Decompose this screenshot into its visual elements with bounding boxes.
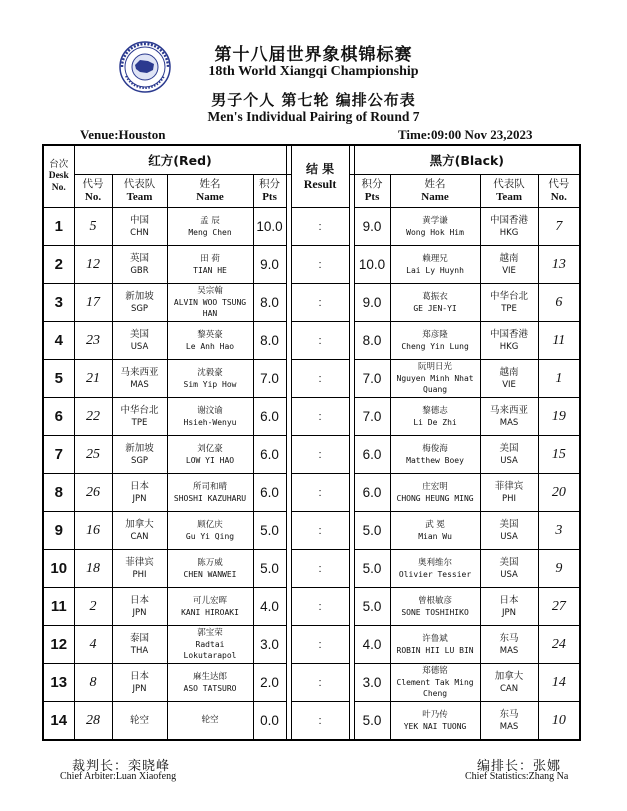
result-cell: : <box>291 474 349 512</box>
desk-number: 9 <box>43 512 74 550</box>
col-header-black-pts: 积分 Pts <box>354 175 390 208</box>
pairing-table <box>42 144 581 741</box>
chief-statistics-chinese: 编排长：张娜 <box>477 759 562 774</box>
black-team: 美国 USA <box>480 512 538 550</box>
red-player-name: 田 荷 TIAN HE <box>167 246 253 284</box>
desk-number: 3 <box>43 284 74 322</box>
black-team: 越南 VIE <box>480 246 538 284</box>
result-cell: : <box>291 246 349 284</box>
black-player-name: 黄学谦 Wong Hok Him <box>390 208 480 246</box>
red-team: 中国 CHN <box>112 208 167 246</box>
black-points: 3.0 <box>354 664 390 702</box>
col-header-black-name: 姓名 Name <box>390 175 480 208</box>
desk-number: 5 <box>43 360 74 398</box>
red-player-name: 顾亿庆 Gu Yi Qing <box>167 512 253 550</box>
black-player-no: 24 <box>538 626 580 664</box>
title-chinese: 第十八届世界象棋锦标赛 <box>214 45 413 65</box>
red-player-name: 郭宝荣 Radtai Lokutarapol <box>167 626 253 664</box>
red-points: 3.0 <box>253 626 286 664</box>
red-player-name: 吴宗翰 ALVIN WOO TSUNG HAN <box>167 284 253 322</box>
black-team: 美国 USA <box>480 550 538 588</box>
black-player-no: 20 <box>538 474 580 512</box>
red-points: 0.0 <box>253 702 286 741</box>
result-cell: : <box>291 322 349 360</box>
black-player-name: 郑彦隆 Cheng Yin Lung <box>390 322 480 360</box>
desk-number: 10 <box>43 550 74 588</box>
red-player-no: 12 <box>74 246 112 284</box>
black-points: 7.0 <box>354 360 390 398</box>
black-team: 菲律宾 PHI <box>480 474 538 512</box>
table-row <box>43 474 580 512</box>
time: Time:09:00 Nov 23,2023 <box>398 127 533 142</box>
red-player-no: 28 <box>74 702 112 741</box>
black-player-name: 奥利维尔 Olivier Tessier <box>390 550 480 588</box>
black-player-no: 6 <box>538 284 580 322</box>
red-side-header: 红方(Red) <box>74 145 286 175</box>
red-team: 日本 JPN <box>112 664 167 702</box>
black-points: 5.0 <box>354 550 390 588</box>
black-player-no: 9 <box>538 550 580 588</box>
red-player-name: 刘亿豪 LOW YI HAO <box>167 436 253 474</box>
red-player-no: 18 <box>74 550 112 588</box>
red-team: 加拿大 CAN <box>112 512 167 550</box>
red-team: 新加坡 SGP <box>112 284 167 322</box>
desk-number: 6 <box>43 398 74 436</box>
black-points: 7.0 <box>354 398 390 436</box>
black-team: 越南 VIE <box>480 360 538 398</box>
red-player-no: 22 <box>74 398 112 436</box>
black-player-no: 14 <box>538 664 580 702</box>
table-row <box>43 360 580 398</box>
red-player-no: 17 <box>74 284 112 322</box>
red-player-name: 孟 辰 Meng Chen <box>167 208 253 246</box>
red-player-no: 26 <box>74 474 112 512</box>
black-player-no: 7 <box>538 208 580 246</box>
venue: Venue:Houston <box>80 127 166 142</box>
red-points: 8.0 <box>253 322 286 360</box>
black-team: 日本 JPN <box>480 588 538 626</box>
result-cell: : <box>291 512 349 550</box>
black-player-name: 赖理兄 Lai Ly Huynh <box>390 246 480 284</box>
desk-number: 13 <box>43 664 74 702</box>
red-player-name: 陈万威 CHEN WANWEI <box>167 550 253 588</box>
red-player-no: 2 <box>74 588 112 626</box>
desk-number: 7 <box>43 436 74 474</box>
red-player-name: 谢汶谕 Hsieh-Wenyu <box>167 398 253 436</box>
chief-statistics-english: Chief Statistics:Zhang Na <box>465 771 569 782</box>
red-player-name: 可儿宏晖 KANI HIROAKI <box>167 588 253 626</box>
red-team: 日本 JPN <box>112 474 167 512</box>
red-points: 5.0 <box>253 512 286 550</box>
black-team: 东马 MAS <box>480 626 538 664</box>
result-cell: : <box>291 360 349 398</box>
col-header-red-no: 代号 No. <box>74 175 112 208</box>
red-player-name: 沈毅豪 Sim Yip How <box>167 360 253 398</box>
black-team: 中国香港 HKG <box>480 322 538 360</box>
black-points: 10.0 <box>354 246 390 284</box>
black-points: 6.0 <box>354 436 390 474</box>
desk-number: 12 <box>43 626 74 664</box>
table-row <box>43 550 580 588</box>
table-row <box>43 322 580 360</box>
black-side-header: 黑方(Black) <box>354 145 580 175</box>
desk-number: 11 <box>43 588 74 626</box>
table-row <box>43 626 580 664</box>
table-row <box>43 284 580 322</box>
red-player-name: 所司和晴 SHOSHI KAZUHARU <box>167 474 253 512</box>
result-cell: : <box>291 398 349 436</box>
black-points: 5.0 <box>354 702 390 741</box>
red-team: 美国 USA <box>112 322 167 360</box>
red-points: 6.0 <box>253 436 286 474</box>
red-points: 6.0 <box>253 474 286 512</box>
black-points: 9.0 <box>354 284 390 322</box>
red-points: 2.0 <box>253 664 286 702</box>
black-player-name: 梅俊海 Matthew Boey <box>390 436 480 474</box>
red-player-no: 5 <box>74 208 112 246</box>
red-team: 泰国 THA <box>112 626 167 664</box>
table-row <box>43 512 580 550</box>
black-points: 6.0 <box>354 474 390 512</box>
result-cell: : <box>291 208 349 246</box>
red-points: 10.0 <box>253 208 286 246</box>
result-cell: : <box>291 550 349 588</box>
result-cell: : <box>291 702 349 741</box>
black-player-name: 阮明日光 Nguyen Minh Nhat Quang <box>390 360 480 398</box>
table-row <box>43 588 580 626</box>
black-team: 美国 USA <box>480 436 538 474</box>
red-team: 轮空 <box>112 702 167 741</box>
col-header-black-no: 代号 No. <box>538 175 580 208</box>
black-team: 中国香港 HKG <box>480 208 538 246</box>
black-player-no: 10 <box>538 702 580 741</box>
black-points: 8.0 <box>354 322 390 360</box>
red-player-name: 轮空 <box>167 702 253 741</box>
result-cell: : <box>291 284 349 322</box>
result-header: 结 果 Result <box>291 145 349 208</box>
subtitle-english: Men's Individual Pairing of Round 7 <box>207 109 420 124</box>
red-points: 5.0 <box>253 550 286 588</box>
black-player-no: 3 <box>538 512 580 550</box>
desk-number: 2 <box>43 246 74 284</box>
black-player-no: 13 <box>538 246 580 284</box>
black-player-name: 许鲁斌 ROBIN HII LU BIN <box>390 626 480 664</box>
black-player-name: 黎德志 Li De Zhi <box>390 398 480 436</box>
red-player-name: 麻生达郎 ASO TATSURO <box>167 664 253 702</box>
red-points: 8.0 <box>253 284 286 322</box>
chief-arbiter-chinese: 裁判长：栾晓峰 <box>72 759 171 774</box>
red-player-no: 8 <box>74 664 112 702</box>
red-team: 马来西亚 MAS <box>112 360 167 398</box>
black-team: 加拿大 CAN <box>480 664 538 702</box>
result-cell: : <box>291 436 349 474</box>
col-header-red-team: 代表队 Team <box>112 175 167 208</box>
col-header-black-team: 代表队 Team <box>480 175 538 208</box>
col-header-red-pts: 积分 Pts <box>253 175 286 208</box>
title-english: 18th World Xiangqi Championship <box>208 64 419 79</box>
red-player-no: 23 <box>74 322 112 360</box>
desk-number: 14 <box>43 702 74 741</box>
table-row <box>43 702 580 741</box>
black-team: 马来西亚 MAS <box>480 398 538 436</box>
red-player-no: 16 <box>74 512 112 550</box>
red-player-no: 4 <box>74 626 112 664</box>
black-player-no: 19 <box>538 398 580 436</box>
black-points: 9.0 <box>354 208 390 246</box>
red-player-no: 21 <box>74 360 112 398</box>
table-row <box>43 664 580 702</box>
black-team: 东马 MAS <box>480 702 538 741</box>
subtitle-chinese: 男子个人 第七轮 编排公布表 <box>211 91 416 109</box>
desk-header: 台次 Desk No. <box>43 145 74 208</box>
black-player-no: 15 <box>538 436 580 474</box>
red-team: 英国 GBR <box>112 246 167 284</box>
desk-number: 4 <box>43 322 74 360</box>
result-cell: : <box>291 626 349 664</box>
black-player-no: 11 <box>538 322 580 360</box>
result-cell: : <box>291 664 349 702</box>
red-player-name: 黎英豪 Le Anh Hao <box>167 322 253 360</box>
red-points: 7.0 <box>253 360 286 398</box>
red-team: 日本 JPN <box>112 588 167 626</box>
black-points: 4.0 <box>354 626 390 664</box>
table-row <box>43 398 580 436</box>
red-team: 中华台北 TPE <box>112 398 167 436</box>
table-row <box>43 246 580 284</box>
black-player-name: 武 冕 Mian Wu <box>390 512 480 550</box>
black-points: 5.0 <box>354 588 390 626</box>
red-player-no: 25 <box>74 436 112 474</box>
table-row <box>43 436 580 474</box>
black-player-no: 1 <box>538 360 580 398</box>
black-player-name: 叶乃传 YEK NAI TUONG <box>390 702 480 741</box>
red-points: 6.0 <box>253 398 286 436</box>
red-team: 新加坡 SGP <box>112 436 167 474</box>
black-player-no: 27 <box>538 588 580 626</box>
red-points: 9.0 <box>253 246 286 284</box>
desk-number: 1 <box>43 208 74 246</box>
col-header-red-name: 姓名 Name <box>167 175 253 208</box>
black-player-name: 曾根敏彦 SONE TOSHIHIKO <box>390 588 480 626</box>
black-player-name: 庄宏明 CHONG HEUNG MING <box>390 474 480 512</box>
black-player-name: 郑德铭 Clement Tak Ming Cheng <box>390 664 480 702</box>
red-team: 菲律宾 PHI <box>112 550 167 588</box>
black-team: 中华台北 TPE <box>480 284 538 322</box>
red-points: 4.0 <box>253 588 286 626</box>
desk-number: 8 <box>43 474 74 512</box>
result-cell: : <box>291 588 349 626</box>
pairing-rows <box>43 208 580 741</box>
black-points: 5.0 <box>354 512 390 550</box>
table-row <box>43 208 580 246</box>
black-player-name: 葛振衣 GE JEN-YI <box>390 284 480 322</box>
chief-arbiter-english: Chief Arbiter:Luan Xiaofeng <box>60 771 177 782</box>
